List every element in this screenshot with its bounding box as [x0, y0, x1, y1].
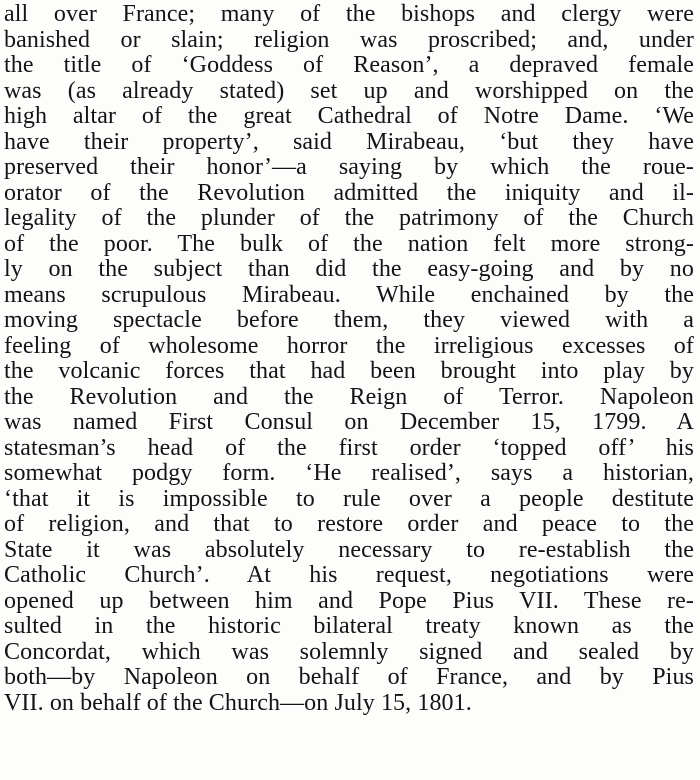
- text-line: preserved their honor’—a saying by which the roue-: [4, 155, 694, 180]
- text-line: VII. on behalf of the Church—on July 15, 1801.: [4, 690, 472, 716]
- text-line: statesman’s head of the first order ‘topped off’ his: [4, 435, 694, 461]
- text-line: legality of the plunder of the patrimony of the Church: [4, 206, 694, 231]
- text-line: of the poor. The bulk of the nation felt more strong-: [4, 231, 694, 257]
- text-line: the title of ‘Goddess of Reason’, a depraved female: [4, 53, 694, 78]
- text-line: the Revolution and the Reign of Terror. Napoleon: [4, 384, 694, 410]
- text-line: have their property’, said Mirabeau, ‘but they have: [4, 129, 694, 155]
- text-line: banished or slain; religion was proscribed; and, under: [4, 27, 694, 53]
- body-paragraph: [4, 2, 694, 716]
- text-line: ‘that it is impossible to rule over a people destitute: [4, 486, 694, 512]
- text-line: both—by Napoleon on behalf of France, and by Pius: [4, 665, 694, 690]
- text-line: orator of the Revolution admitted the iniquity and il-: [4, 180, 694, 206]
- text-line: high altar of the great Cathedral of Notre Dame. ‘We: [4, 104, 694, 129]
- text-line: Concordat, which was solemnly signed and sealed by: [4, 639, 694, 665]
- text-line: State it was absolutely necessary to re-establish the: [4, 537, 694, 563]
- text-line: sulted in the historic bilateral treaty known as the: [4, 614, 694, 639]
- text-line: means scrupulous Mirabeau. While enchained by the: [4, 282, 694, 308]
- text-line: was named First Consul on December 15, 1799. A: [4, 410, 694, 435]
- text-line: was (as already stated) set up and worshipped on the: [4, 78, 694, 104]
- text-line: opened up between him and Pope Pius VII. These re-: [4, 588, 694, 614]
- text-line: moving spectacle before them, they viewed with a: [4, 308, 694, 333]
- text-line: the volcanic forces that had been brought into play by: [4, 359, 694, 384]
- text-line: somewhat podgy form. ‘He realised’, says a historian,: [4, 461, 694, 486]
- text-line: feeling of wholesome horror the irreligious excesses of: [4, 333, 694, 359]
- text-line: of religion, and that to restore order and peace to the: [4, 512, 694, 537]
- text-line: ly on the subject than did the easy-going and by no: [4, 257, 694, 282]
- text-line: Catholic Church’. At his request, negotiations were: [4, 563, 694, 588]
- text-line: all over France; many of the bishops and clergy were: [4, 2, 694, 27]
